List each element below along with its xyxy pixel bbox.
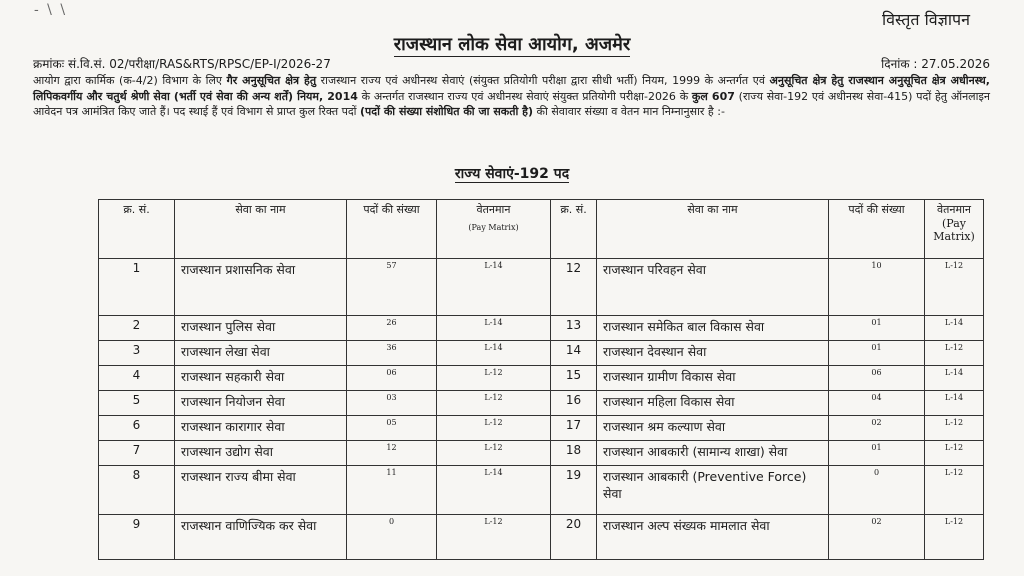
row-number: 1 [99,259,175,316]
pay-matrix: L-14 [925,391,984,416]
header-pay-right: वेतनमान (Pay Matrix) [925,200,984,259]
row-number: 16 [551,391,597,416]
pay-matrix: L-12 [925,441,984,466]
table-row [99,366,984,391]
table-row [99,441,984,466]
header-service: सेवा का नाम [175,200,347,259]
service-name: राजस्थान राज्य बीमा सेवा [175,466,347,515]
row-number: 8 [99,466,175,515]
service-name: राजस्थान आबकारी (Preventive Force) सेवा [597,466,829,515]
table-row [99,316,984,341]
post-count: 11 [347,466,437,515]
post-count: 05 [347,416,437,441]
pay-matrix: L-14 [925,316,984,341]
row-number: 7 [99,441,175,466]
post-count: 10 [829,259,925,316]
row-number: 4 [99,366,175,391]
post-count: 0 [829,466,925,515]
table-row [99,391,984,416]
post-count: 01 [829,316,925,341]
row-number: 12 [551,259,597,316]
pay-matrix: L-14 [437,341,551,366]
notice-paragraph: आयोग द्वारा कार्मिक (क-4/2) विभाग के लिए गैर अनुसूचित क्षेत्र हेतु राजस्थान राज्य एवं अधीनस्थ सेवाएं (संयुक्त प्रतियोगी परीक्षा द्वारा सीधी भर्ती) नियम, 1999 के अन्तर्गत एवं अनुसूचित क्षेत्र हेतु राजस्थान अनुसूचित क्षेत्र अधीनस्थ, लिपिकवर्गीय और चतुर्थ श्रेणी सेवा (भर्ती एवं सेवा की अन्य शर्तें) नियम, 2014 के अन्तर्गत राजस्थान राज्य एवं अधीनस्थ सेवाएं संयुक्त प्रतियोगी परीक्षा-2026 के कुल 607 (राज्य सेवा-192 एवं अधीनस्थ सेवा-415) पदों हेतु ऑनलाइन आवेदन पत्र आमंत्रित किए जाते हैं। पद स्थाई हैं एवं विभाग से प्राप्त कुल रिक्त पदों (पदों की संख्या संशोधित की जा सकती है) की सेवावार संख्या व वेतन मान निम्नानुसार है :- [33,74,990,118]
service-name: राजस्थान सहकारी सेवा [175,366,347,391]
service-name: राजस्थान प्रशासनिक सेवा [175,259,347,316]
post-count: 12 [347,441,437,466]
row-number: 15 [551,366,597,391]
row-number: 17 [551,416,597,441]
pay-matrix: L-14 [437,316,551,341]
row-number: 5 [99,391,175,416]
service-name: राजस्थान नियोजन सेवा [175,391,347,416]
service-name: राजस्थान श्रम कल्याण सेवा [597,416,829,441]
advertisement-type: विस्तृत विज्ञापन [882,10,970,29]
post-count: 0 [347,515,437,560]
header-sno-right: क्र. सं. [551,200,597,259]
table-row [99,259,984,316]
row-number: 9 [99,515,175,560]
notice-date: दिनांक : 27.05.2026 [881,57,990,71]
row-number: 3 [99,341,175,366]
row-number: 6 [99,416,175,441]
header-posts-right: पदों की संख्या [829,200,925,259]
row-number: 19 [551,466,597,515]
pay-matrix: L-12 [925,416,984,441]
post-count: 26 [347,316,437,341]
service-name: राजस्थान महिला विकास सेवा [597,391,829,416]
service-name: राजस्थान ग्रामीण विकास सेवा [597,366,829,391]
pay-matrix: L-12 [437,416,551,441]
post-count: 02 [829,515,925,560]
header-posts: पदों की संख्या [347,200,437,259]
section-heading: राज्य सेवाएं-192 पद [454,166,570,182]
pay-matrix: L-12 [925,259,984,316]
post-count: 01 [829,441,925,466]
service-name: राजस्थान उद्योग सेवा [175,441,347,466]
post-count: 06 [829,366,925,391]
row-number: 20 [551,515,597,560]
table-header-row [99,200,984,259]
pay-matrix: L-14 [437,466,551,515]
service-name: राजस्थान वाणिज्यिक कर सेवा [175,515,347,560]
service-name: राजस्थान कारागार सेवा [175,416,347,441]
row-number: 14 [551,341,597,366]
pay-matrix: L-12 [437,441,551,466]
header-service-right: सेवा का नाम [597,200,829,259]
header-pay: वेतनमान (Pay Matrix) [437,200,551,259]
post-count: 03 [347,391,437,416]
corner-mark: - \ \ [34,2,68,18]
post-count: 57 [347,259,437,316]
posts-table [98,199,984,560]
row-number: 13 [551,316,597,341]
post-count: 01 [829,341,925,366]
post-count: 02 [829,416,925,441]
table-row [99,416,984,441]
pay-matrix: L-12 [925,341,984,366]
header-sno: क्र. सं. [99,200,175,259]
pay-matrix: L-14 [925,366,984,391]
service-name: राजस्थान आबकारी (सामान्य शाखा) सेवा [597,441,829,466]
pay-matrix: L-14 [437,259,551,316]
pay-matrix: L-12 [437,515,551,560]
pay-matrix: L-12 [437,366,551,391]
table-row [99,466,984,515]
pay-matrix: L-12 [437,391,551,416]
service-name: राजस्थान पुलिस सेवा [175,316,347,341]
row-number: 2 [99,316,175,341]
service-name: राजस्थान देवस्थान सेवा [597,341,829,366]
service-name: राजस्थान समेकित बाल विकास सेवा [597,316,829,341]
table-row [99,515,984,560]
pay-matrix: L-12 [925,515,984,560]
service-name: राजस्थान लेखा सेवा [175,341,347,366]
post-count: 06 [347,366,437,391]
pay-matrix: L-12 [925,466,984,515]
reference-number: क्रमांकः सं.वि.सं. 02/परीक्षा/RAS&RTS/RPSC/EP-I/2026-27 [33,57,331,71]
reference-line [33,55,990,72]
post-count: 04 [829,391,925,416]
table-row [99,341,984,366]
service-name: राजस्थान अल्प संख्यक मामलात सेवा [597,515,829,560]
row-number: 18 [551,441,597,466]
organization-title: राजस्थान लोक सेवा आयोग, अजमेर [393,34,631,55]
service-name: राजस्थान परिवहन सेवा [597,259,829,316]
post-count: 36 [347,341,437,366]
